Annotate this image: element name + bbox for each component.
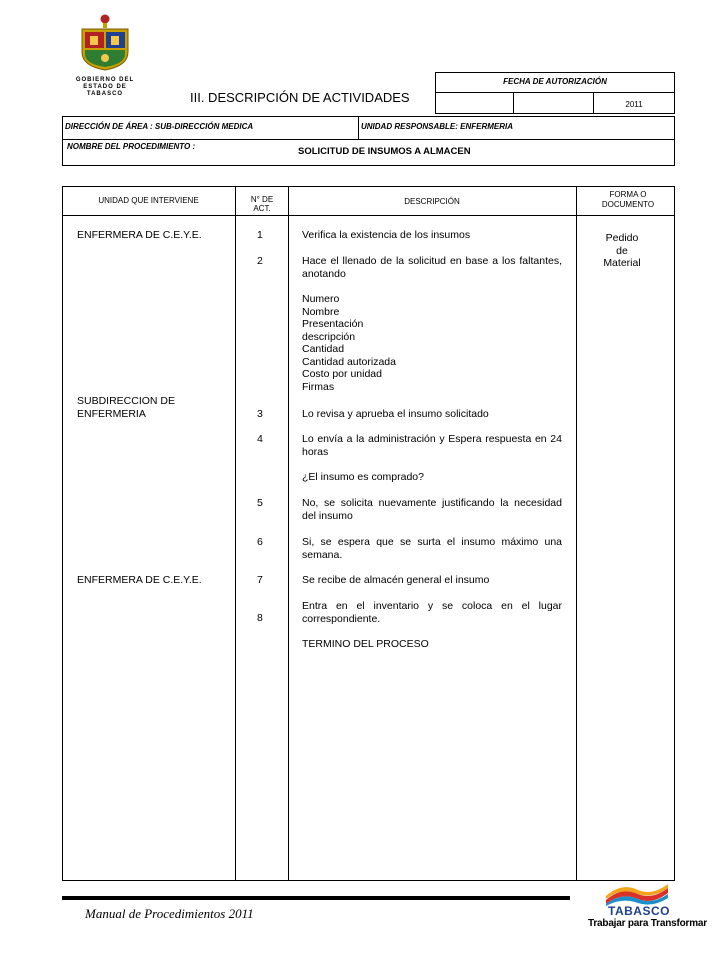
- field-item: Nombre: [302, 305, 340, 318]
- authorization-label: FECHA DE AUTORIZACIÓN: [503, 77, 607, 86]
- logo-caption-1: GOBIERNO DEL: [75, 77, 135, 83]
- act-number-5: 5: [257, 497, 263, 509]
- brand-name: TABASCO: [608, 904, 670, 918]
- section-title: III. DESCRIPCIÓN DE ACTIVIDADES: [190, 90, 410, 105]
- description-8: Se recibe de almacén general el insumo: [302, 574, 490, 586]
- description-4: Lo envía a la administración y Espera respuesta en 24 horas: [302, 433, 562, 458]
- unit-3: ENFERMERA DE C.E.Y.E.: [77, 574, 202, 586]
- form-doc-line: Pedido: [605, 232, 639, 244]
- unit-2: SUBDIRECCION DE ENFERMERIA: [77, 395, 176, 420]
- act-number-4: 4: [257, 433, 263, 445]
- field-item: Cantidad: [302, 343, 345, 355]
- unit-label: UNIDAD RESPONSABLE: ENFERMERIA: [361, 122, 514, 131]
- field-item: Cantidad autorizada: [302, 355, 396, 368]
- state-coat-of-arms-logo: [70, 12, 140, 97]
- activities-table: [62, 186, 675, 881]
- logo-caption-2: ESTADO DE: [83, 84, 127, 90]
- procedure-name: SOLICITUD DE INSUMOS A ALMACEN: [298, 146, 471, 157]
- description-9: Entra en el inventario y se coloca en el lugar correspondiente.: [302, 600, 562, 625]
- form-doc-line: Material: [603, 257, 641, 269]
- act-number-8: 8: [257, 612, 263, 624]
- field-item: Firmas: [302, 380, 335, 393]
- act-number-6: 6: [257, 536, 263, 548]
- field-item: Numero: [302, 293, 340, 305]
- shield-icon: [70, 12, 140, 72]
- col-header-description: DESCRIPCIÓN: [404, 197, 460, 206]
- description-7: Si, se espera que se surta el insumo máximo una semana.: [302, 536, 562, 561]
- unit-1: ENFERMERA DE C.E.Y.E.: [77, 229, 202, 241]
- brand-slogan: Trabajar para Transformar: [588, 918, 707, 929]
- area-label: DIRECCIÓN DE ÁREA : SUB-DIRECCIÓN MEDICA: [65, 122, 254, 131]
- form-document: [584, 232, 660, 270]
- col-header-act-no: N° DE ACT.: [250, 195, 274, 213]
- description-1: Verifica la existencia de los insumos: [302, 229, 471, 241]
- fields-list: [302, 293, 562, 393]
- description-2: Hace el llenado de la solicitud en base a los faltantes, anotando: [302, 255, 562, 280]
- footer-rule: [62, 896, 570, 900]
- brand-wave-icon: [602, 884, 672, 906]
- act-number-1: 1: [257, 229, 263, 241]
- act-number-2: 2: [257, 255, 263, 267]
- col-header-unit: UNIDAD QUE INTERVIENE: [98, 196, 199, 205]
- act-number-7: 7: [257, 574, 263, 586]
- act-number-3: 3: [257, 408, 263, 420]
- tabasco-brand-logo: [588, 884, 707, 944]
- form-doc-line: de: [616, 244, 628, 257]
- authorization-year: 2011: [625, 100, 643, 109]
- description-5: ¿El insumo es comprado?: [302, 471, 424, 483]
- field-item: Costo por unidad: [302, 368, 382, 380]
- field-item: descripción: [302, 330, 356, 343]
- description-3: Lo revisa y aprueba el insumo solicitado: [302, 408, 489, 420]
- description-6: No, se solicita nuevamente justificando la necesidad del insumo: [302, 497, 562, 522]
- procedure-label: NOMBRE DEL PROCEDIMIENTO :: [67, 142, 196, 151]
- description-10: TERMINO DEL PROCESO: [302, 638, 429, 650]
- col-header-form: FORMA O DOCUMENTO: [601, 190, 655, 209]
- field-item: Presentación: [302, 318, 364, 330]
- logo-caption-3: TABASCO: [86, 91, 124, 97]
- manual-label: Manual de Procedimientos 2011: [85, 906, 254, 921]
